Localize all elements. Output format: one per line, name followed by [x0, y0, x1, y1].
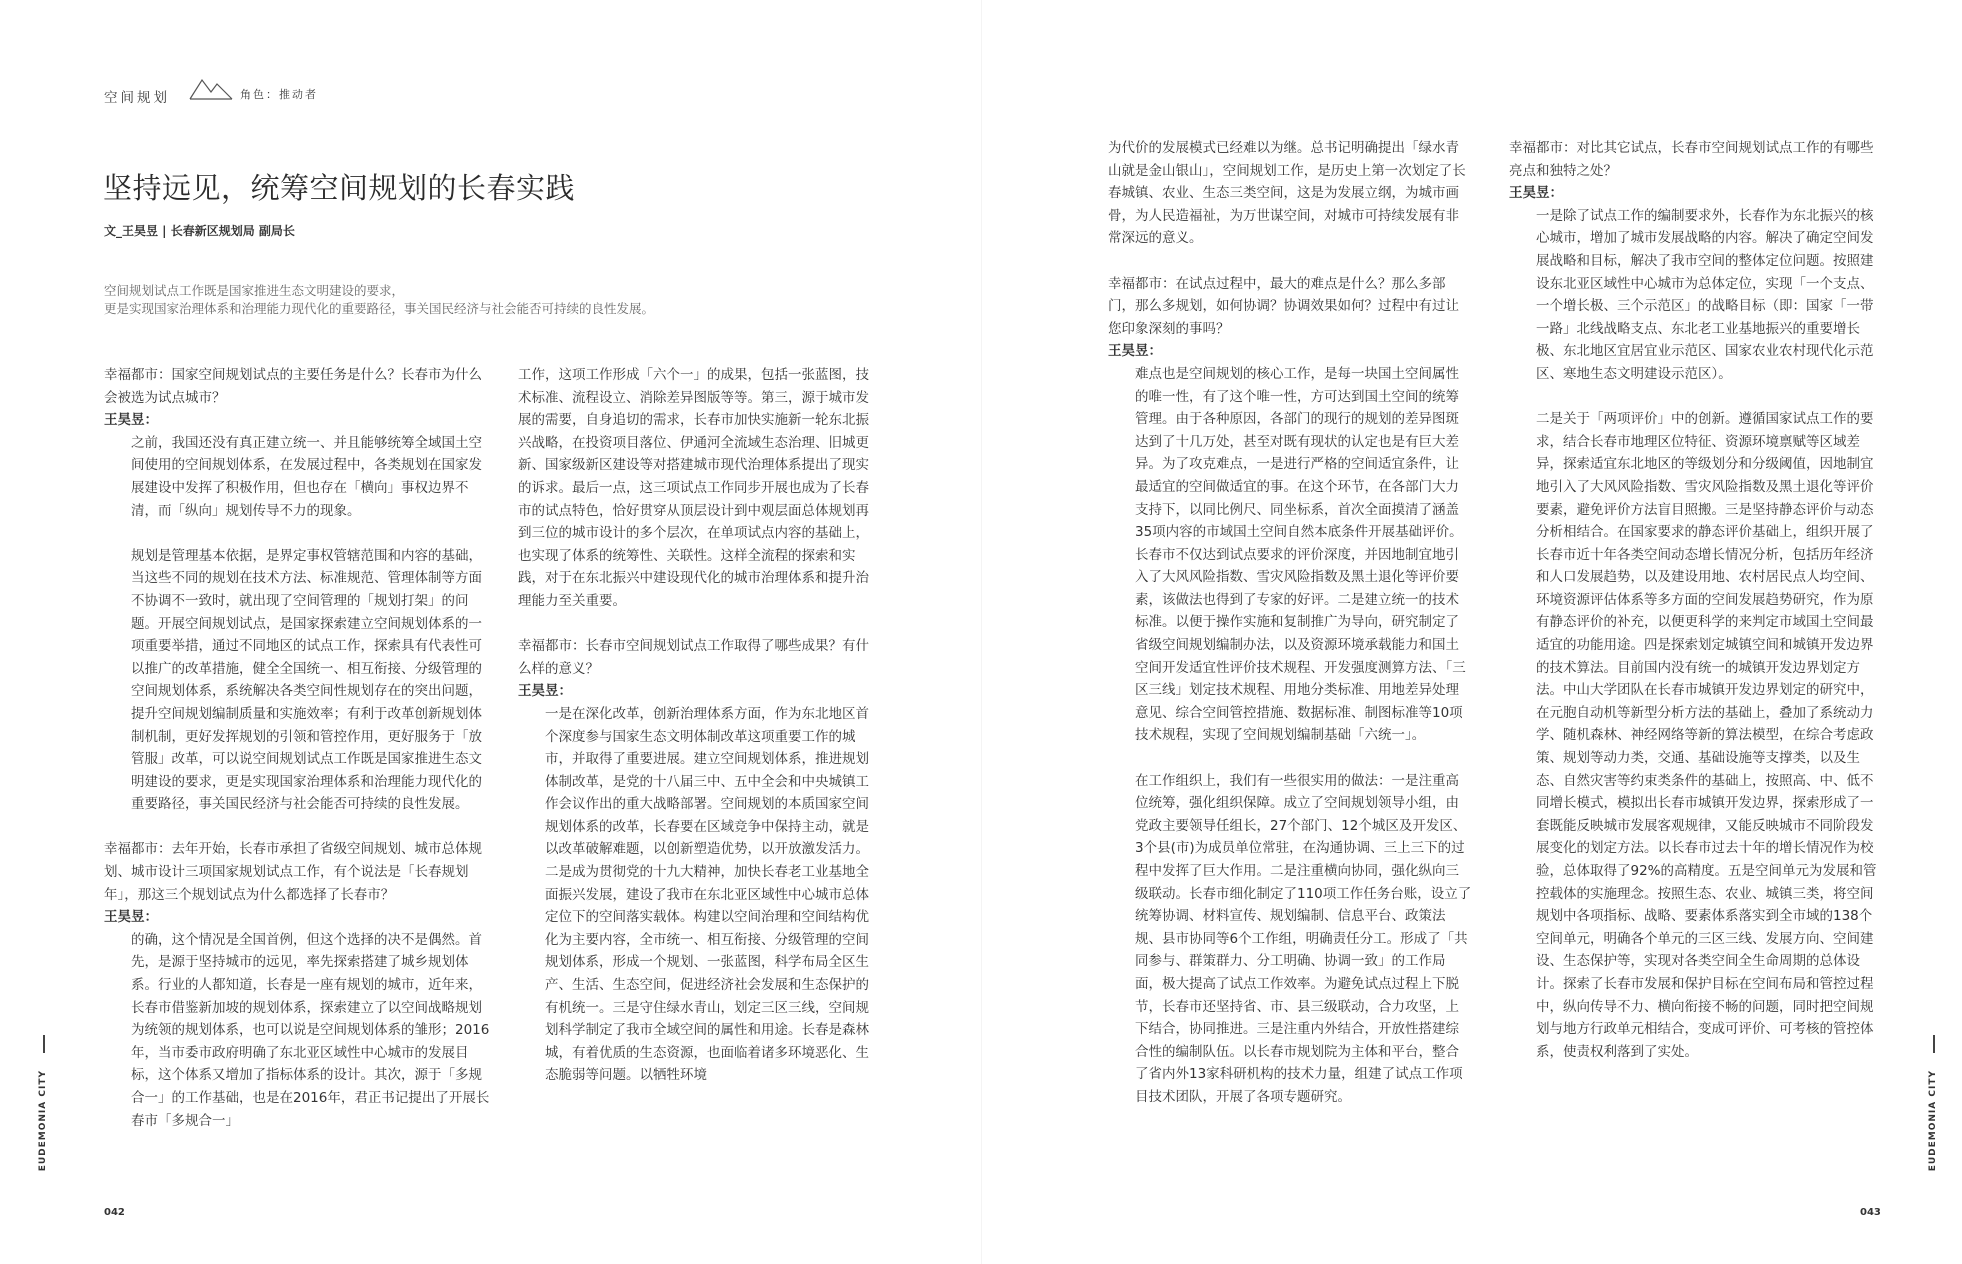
- intro-line: 更是实现国家治理体系和治理能力现代化的重要路径，事关国民经济与社会能否可持续的良性发展。: [104, 301, 655, 316]
- page-number-left: 042: [104, 1207, 125, 1218]
- paragraph-spacer: [104, 816, 490, 839]
- interviewee-label: 王昊昱：: [1108, 343, 1162, 360]
- paragraph-spacer: [518, 613, 878, 636]
- paragraph-spacer: [104, 522, 490, 545]
- column-3: [1108, 137, 1472, 1109]
- magazine-side-label-left: EUDEMONIA CITY: [38, 1070, 48, 1172]
- magazine-side-label-right: EUDEMONIA CITY: [1928, 1070, 1938, 1172]
- interviewee-label: 王昊昱：: [1509, 185, 1563, 202]
- page-number-right: 043: [1860, 1207, 1881, 1218]
- interview-question: 幸福都市：去年开始，长春市承担了省级空间规划、城市总体规划、城市设计三项国家规划试点工作，有个说法是「长春规划年」，那这三个规划试点为什么都选择了长春市？: [104, 841, 482, 903]
- paragraph-spacer: [1108, 747, 1472, 770]
- interviewee-label: 王昊昱：: [518, 683, 572, 700]
- article-byline: 文_王昊昱 | 长春新区规划局 副局长: [104, 224, 295, 238]
- subsection-label: 角色：推动者: [240, 88, 318, 101]
- answer-paragraph: 难点也是空间规划的核心工作，是每一块国土空间属性的唯一性，有了这个唯一性，方可达到国土空间的统筹管理。由于各种原因，各部门的现行的规划的差异图斑达到了十几万处，甚至对既有现状的认定也是有巨大差异。为了攻克难点，一是进行严格的空间适宜条件，让最适宜的空间做适宜的事。在这个环节，在各部门大力支持下，以同比例尺、同坐标系，首次全面摸清了涵盖35项内容的市域国土空间自然本底条件开展基础评价。长春市不仅达到试点要求的评价深度，并因地制宜地引入了大风风险指数、雪灾风险指数及黑土退化等评价要素，该做法也得到了专家的好评。二是建立统一的技术标准。以便于操作实施和复制推广为导向，研究制定了省级空间规划编制办法，以及资源环境承载能力和国土空间开发适宜性评价技术规程、开发强度测算方法、「三区三线」划定技术规程、用地分类标准、用地差异处理意见、综合空间管控措施、数据标准、制图标准等10项技术规程，实现了空间规划编制基础「六统一」。: [1135, 365, 1466, 744]
- interview-question: 幸福都市：长春市空间规划试点工作取得了哪些成果？有什么样的意义？: [518, 638, 869, 677]
- answer-paragraph: 在工作组织上，我们有一些很实用的做法：一是注重高位统筹，强化组织保障。成立了空间规划领导小组，由党政主要领导任组长，27个部门、12个城区及开发区、3个县(市)为成员单位常驻，在沟通协调、三上三下的过程中发挥了巨大作用。二是注重横向协同，强化纵向三级联动。长春市细化制定了110项工作任务台账，设立了统筹协调、材料宣传、规划编制、信息平台、政策法规、县市协同等6个工作组，明确责任分工。形成了「共同参与、群策群力、分工明确、协调一致」的工作局面，极大提高了试点工作效率。为避免试点过程上下脱节，长春市还坚持省、市、县三级联动，合力攻坚，上下结合，协同推进。三是注重内外结合，开放性搭建综合性的编制队伍。以长春市规划院为主体和平台，整合了省内外13家科研机构的技术力量，组建了试点工作项目技术团队，开展了各项专题研究。: [1135, 772, 1472, 1105]
- interview-question: 幸福都市：国家空间规划试点的主要任务是什么？长春市为什么会被选为试点城市？: [104, 367, 482, 406]
- answer-paragraph: 之前，我国还没有真正建立统一、并且能够统筹全域国土空间使用的空间规划体系，在发展过程中，各类规划在国家发展建设中发挥了积极作用，但也存在「横向」事权边界不清，而「纵向」规划传导不力的现象。: [131, 434, 482, 519]
- answer-paragraph: 一是在深化改革，创新治理体系方面，作为东北地区首个深度参与国家生态文明体制改革这项重要工作的城市，并取得了重要进展。建立空间规划体系，推进规划体制改革，是党的十八届三中、五中全会和中央城镇工作会议作出的重大战略部署。空间规划的本质国家空间规划体系的改革，长春要在区域竞争中保持主动，就是以改革破解难题，以创新塑造优势，以开放激发活力。二是成为贯彻党的十九大精神，加快长春老工业基地全面振兴发展，建设了我市在东北亚区域性中心城市总体定位下的空间落实载体。构建以空间治理和空间结构优化为主要内容，全市统一、相互衔接、分级管理的空间规划体系，形成一个规划、一张蓝图，科学布局全区生产、生活、生态空间，促进经济社会发展和生态保护的有机统一。三是守住绿水青山，划定三区三线，空间规划科学制定了我市全域空间的属性和用途。长春是森林城，有着优质的生态资源，也面临着诸多环境恶化、生态脆弱等问题。以牺牲环境: [545, 705, 869, 1084]
- column-4: [1509, 137, 1885, 1063]
- paragraph-spacer: [1509, 386, 1885, 409]
- article-title: 坚持远见，统筹空间规划的长春实践: [103, 171, 576, 205]
- answer-paragraph: 一是除了试点工作的编制要求外，长春作为东北振兴的核心城市，增加了城市发展战略的内容。解决了确定空间发展战略和目标，解决了我市空间的整体定位问题。按照建设东北亚区域性中心城市为总体定位，实现「一个支点、一个增长极、三个示范区」的战略目标（即：国家「一带一路」北线战略支点、东北老工业基地振兴的重要增长极、东北地区宜居宜业示范区、国家农业农村现代化示范区、寒地生态文明建设示范区）。: [1536, 207, 1874, 382]
- column-2: [518, 364, 878, 1087]
- continued-paragraph: 为代价的发展模式已经难以为继。总书记明确提出「绿水青山就是金山银山」，空间规划工作，是历史上第一次划定了长春城镇、农业、生态三类空间，这是为发展立纲，为城市画骨，为人民造福祉，为万世谋空间，对城市可持续发展有非常深远的意义。: [1108, 140, 1466, 247]
- continued-paragraph: 工作，这项工作形成「六个一」的成果，包括一张蓝图，技术标准、流程设立、消除差异图版等等。第三，源于城市发展的需要，自身追切的需求，长春市加快实施新一轮东北振兴战略，在投资项目落位、伊通河全流域生态治理、旧城更新、国家级新区建设等对搭建城市现代治理体系提出了现实的诉求。最后一点，这三项试点工作同步开展也成为了长春市的试点特色，恰好贯穿从顶层设计到中观层面总体规划再到三位的城市设计的多个层次，在单项试点内容的基础上，也实现了体系的统筹性、关联性。这样全流程的探索和实践，对于在东北振兴中建设现代化的城市治理体系和提升治理能力至关重要。: [518, 367, 869, 609]
- mountain-icon: [189, 78, 233, 100]
- interviewee-label: 王昊昱：: [104, 909, 158, 926]
- answer-paragraph: 二是关于「两项评价」中的创新。遵循国家试点工作的要求，结合长春市地理区位特征、资源环境禀赋等区域差异，探索适宜东北地区的等级划分和分级阈值，因地制宜地引入了大风风险指数、雪灾风险指数及黑土退化等评价要素，避免评价方法盲目照搬。三是坚持静态评价与动态分析相结合。在国家要求的静态评价基础上，组织开展了长春市近十年各类空间动态增长情况分析，包括历年经济和人口发展趋势，以及建设用地、农村居民点人均空间、环境资源评估体系等多方面的空间发展趋势研究，作为原有静态评价的补充，以便更科学的来判定市域国土空间最适宜的功能用途。四是探索划定城镇空间和城镇开发边界的技术算法。目前国内没有统一的城镇开发边界划定方法。中山大学团队在长春市城镇开发边界划定的研究中，在元胞自动机等新型分析方法的基础上，叠加了系统动力学、随机森林、神经网络等新的算法模型，在综合考虑政策、规划等动力类，交通、基础设施等支撑类，以及生态、自然灾害等约束类条件的基础上，按照高、中、低不同增长模式，模拟出长春市城镇开发边界，探索形成了一套既能反映城市发展客观规律，又能反映城市不同阶段发展变化的划定方法。以长春市过去十年的增长情况作为校验，总体取得了92%的高精度。五是空间单元为发展和管控载体的实施理念。按照生态、农业、城镇三类，将空间规划中各项指标、战略、要素体系落实到全市域的138个空间单元，明确各个单元的三区三线、发展方向、空间建设、生态保护等，实现对各类空间全生命周期的总体设计。探索了长春市发展和保护目标在空间布局和管控过程中，纵向传导不力、横向衔接不畅的问题，同时把空间规划与地方行政单元相结合，变成可评价、可考核的管控体系，使责权利落到了实处。: [1536, 411, 1877, 1060]
- interview-question: 幸福都市：对比其它试点，长春市空间规划试点工作的有哪些亮点和独特之处？: [1509, 140, 1874, 179]
- spread-gutter: [981, 0, 982, 1264]
- answer-paragraph: 规划是管理基本依据，是界定事权管辖范围和内容的基础，当这些不同的规划在技术方法、标准规范、管理体制等方面不协调不一致时，就出现了空间管理的「规划打架」的问题。开展空间规划试点，是国家探索建立空间规划体系的一项重要举措，通过不同地区的试点工作，探索具有代表性可以推广的改革措施，健全全国统一、相互衔接、分级管理的空间规划体系，系统解决各类空间性规划存在的突出问题，提升空间规划编制质量和实施效率；有利于改革创新规划体制机制，更好发挥规划的引领和管控作用，更好服务于「放管服」改革，可以说空间规划试点工作既是国家推进生态文明建设的要求，更是实现国家治理体系和治理能力现代化的重要路径，事关国民经济与社会能否可持续的良性发展。: [131, 547, 482, 813]
- article-intro: [104, 282, 654, 318]
- column-1: [104, 364, 490, 1132]
- interview-question: 幸福都市：在试点过程中，最大的难点是什么？那么多部门，那么多规划，如何协调？协调效果如何？过程中有过让您印象深刻的事吗？: [1108, 275, 1459, 337]
- side-tick-right: [1933, 1035, 1935, 1053]
- interviewee-label: 王昊昱：: [104, 412, 158, 429]
- side-tick-left: [43, 1035, 45, 1053]
- paragraph-spacer: [1108, 250, 1472, 273]
- section-label: 空间规划: [104, 90, 170, 106]
- answer-paragraph: 的确，这个情况是全国首例，但这个选择的决不是偶然。首先，是源于坚持城市的远见，率先探索搭建了城乡规划体系。行业的人都知道，长春是一座有规划的城市，近年来，长春市借鉴新加坡的规划体系，探索建立了以空间战略规划为统领的规划体系，也可以说是空间规划体系的雏形；2016年，当市委市政府明确了东北亚区域性中心城市的发展目标，这个体系又增加了指标体系的设计。其次，源于「多规合一」的工作基础，也是在2016年，君正书记提出了开展长春市「多规合一」: [131, 931, 490, 1129]
- intro-line: 空间规划试点工作既是国家推进生态文明建设的要求，: [104, 283, 405, 298]
